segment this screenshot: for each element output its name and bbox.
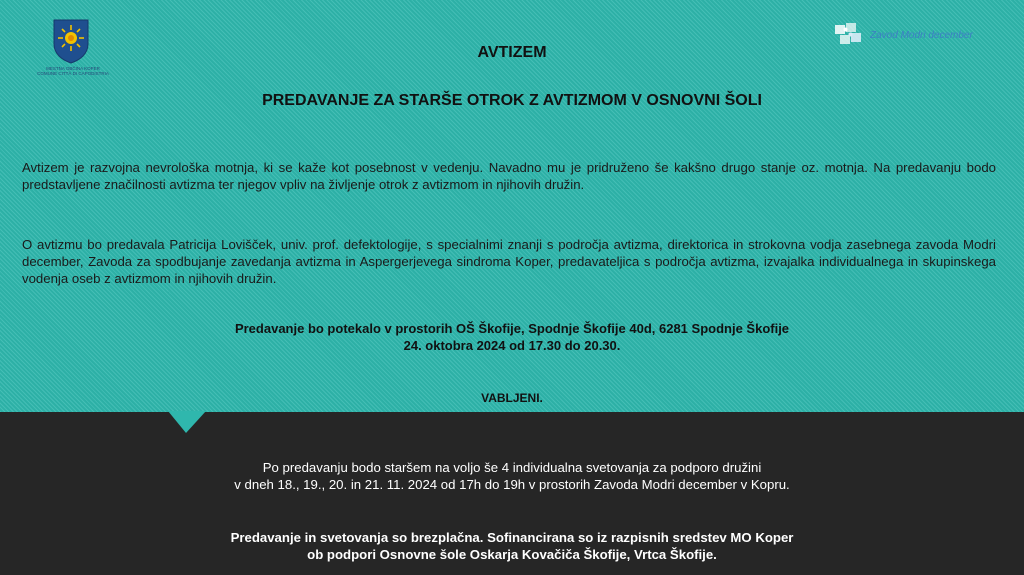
consultation-dates: v dneh 18., 19., 20. in 21. 11. 2024 od 17h do 19h v prostorih Zavoda Modri december v Kopru. bbox=[234, 477, 790, 492]
consultation-line: Po predavanju bodo staršem na voljo še 4 individualna svetovanja za podporo družini bbox=[262, 460, 762, 475]
invite-text: VABLJENI. bbox=[481, 391, 543, 405]
page-title: AVTIZEM bbox=[477, 44, 547, 61]
crest-caption-line: MESTNA OBČINA KOPER bbox=[46, 66, 100, 71]
lecturer-paragraph: O avtizmu bo predavala Patricija Lovišček, univ. prof. defektologije, s specialnimi znanji s področja avtizma, direktorica in strokovna vodja zasebnega zavoda Modri december, Zavoda za spodbujanje zavedanja avtizma in Aspergerjevega sindroma Koper, predavateljica s področja avtizma, izvajalka individualnega in skupinskega vodenja oseb z avtizmom in njihovih družin. bbox=[22, 237, 996, 286]
venue-date: 24. oktobra 2024 od 17.30 do 20.30. bbox=[403, 338, 621, 353]
funding-line: Predavanje in svetovanja so brezplačna. Sofinancirana so iz razpisnih sredstev MO Koper bbox=[230, 530, 794, 545]
crest-caption bbox=[28, 66, 118, 76]
funding-info bbox=[0, 529, 1024, 563]
page-subtitle: PREDAVANJE ZA STARŠE OTROK Z AVTIZMOM V OSNOVNI ŠOLI bbox=[262, 92, 762, 109]
venue-line: Predavanje bo potekalo v prostorih OŠ Škofije, Spodnje Škofije 40d, 6281 Spodnje Škofije bbox=[234, 321, 790, 336]
venue-info bbox=[0, 320, 1024, 354]
org-logo-text: Zavod Modri december bbox=[870, 30, 973, 41]
intro-paragraph: Avtizem je razvojna nevrološka motnja, ki se kaže kot posebnost v vedenju. Navadno mu je pridruženo še kakšno drugo stanje oz. motnja. Na predavanju bodo predstavljene značilnosti avtizma ter njegov vpliv na življenje otrok z avtizmom in njihovih družin. bbox=[22, 160, 996, 192]
support-line: ob podpori Osnovne šole Oskarja Kovačiča Škofije, Vrtca Škofije. bbox=[307, 547, 717, 562]
crest-caption-line: COMUNE CITTÀ DI CAPODISTRIA bbox=[37, 71, 109, 76]
consultation-info bbox=[0, 459, 1024, 493]
